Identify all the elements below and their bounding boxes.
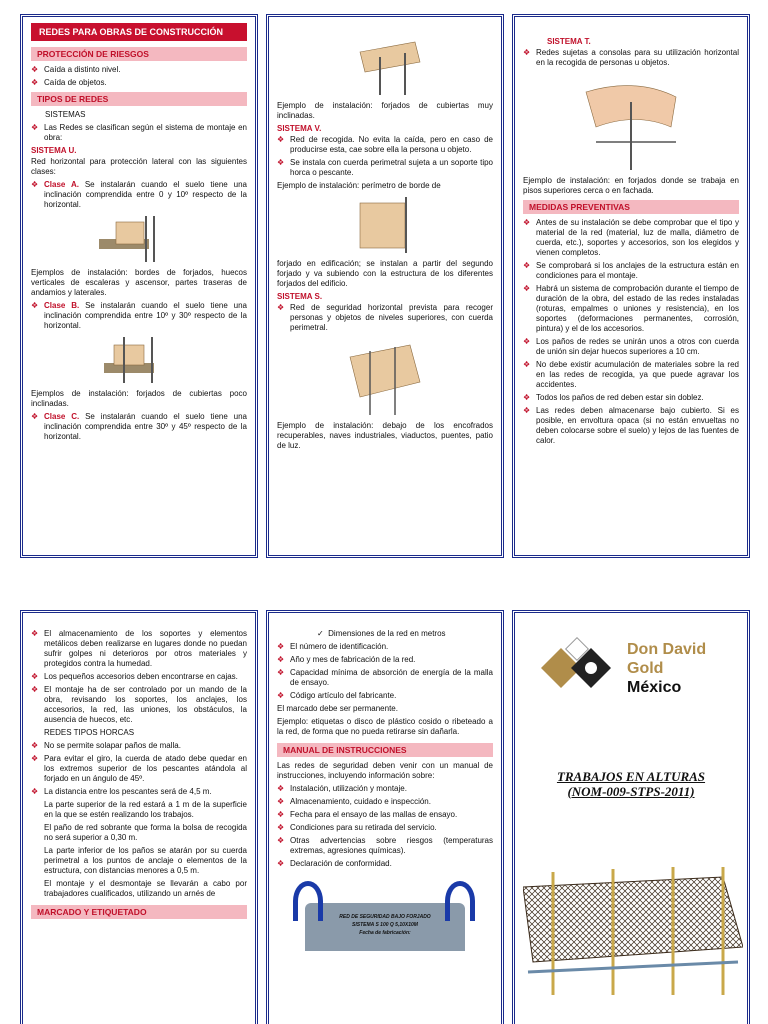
title-line-2: (NOM-009-STPS-2011) <box>567 784 695 799</box>
horcas-p2: El paño de red sobrante que forma la bolsa de recogida no será superior a 0,30 m. <box>44 823 247 842</box>
marcado-ejemplo: Ejemplo: etiquetas o disco de plástico cosido o ribeteado a la red, de forma que no pueda retirarse sin dañarla. <box>277 717 493 736</box>
marcado-permanente: El marcado debe ser permanente. <box>277 704 398 713</box>
list-item: ❖ Habrá un sistema de comprobación durante el tiempo de duración de la obra, del estado de las redes instaladas (roturas, empalmes o uniones y resistencia), en los soportes (deformaciones permanentes, corrosión, pintura) y el de los accesorios. <box>523 284 739 334</box>
section-proteccion-riesgos: PROTECCIÓN DE RIESGOS <box>31 47 247 61</box>
ejemplo-fachada: Ejemplo de instalación: en forjados donde se trabaja en pisos superiores cerca o en fachada. <box>523 176 739 195</box>
net-shape <box>116 222 144 244</box>
ejemplo-clase-a: Ejemplos de instalación: bordes de forjados, huecos verticales de escaleras y ascensor, partes traseras de andamios y laterales. <box>31 268 247 297</box>
manual-intro: Las redes de seguridad deben venir con un manual de instrucciones, incluyendo información sobre: <box>277 761 493 780</box>
clase-c-text: Se instalarán cuando el suelo tiene una inclinación comprendida entre 30º y 45º respecto de la horizontal. <box>44 412 247 441</box>
clase-b-list <box>31 301 247 331</box>
list-item: ❖ El número de identificación. <box>277 642 493 652</box>
list-item: ❖ Capacidad mínima de absorción de energía de la malla de ensayo. <box>277 668 493 688</box>
clasif-list <box>31 123 247 143</box>
clase-a-text: Se instalarán cuando el suelo tiene una inclinación comprendida entre 0 y 10º respecto de la horizontal. <box>44 180 247 209</box>
list-item: ❖ Almacenamiento, cuidado e inspección. <box>277 797 493 807</box>
sistema-v-list <box>277 135 493 178</box>
net-shape <box>360 203 405 248</box>
clase-a-list <box>31 180 247 210</box>
net-shape <box>114 345 144 365</box>
list-item: ❖ Condiciones para su retirada del servicio. <box>277 823 493 833</box>
dimensiones-text: Dimensiones de la red en metros <box>328 629 446 638</box>
panel-marcado-manual <box>266 610 504 1024</box>
sistema-t-list <box>523 48 739 68</box>
sistemas-label: SISTEMAS <box>45 110 86 119</box>
forjado-text: forjado en edificación; se instalan a partir del segundo forjado y va subiendo con la estructura de los diferentes forjados del edificio. <box>277 259 493 288</box>
list-item: ❖ Se instala con cuerda perimetral sujeta a un soporte tipo horca o pescante. <box>277 158 493 178</box>
list-item: ❖ Los paños de redes se unirán unos a otros con cuerda de unión sin dejar huecos superiores a 10 cm. <box>523 337 739 357</box>
brand-text <box>627 640 706 697</box>
label-line-1: RED DE SEGURIDAD BAJO FORJADO <box>339 914 431 920</box>
logo-circle <box>585 662 597 674</box>
panel-almacenamiento-horcas <box>20 610 258 1024</box>
panel-sistema-t-medidas <box>512 14 750 558</box>
list-item: ❖ Las Redes se clasifican según el sistema de montaje en obra: <box>31 123 247 143</box>
list-item: ❖ Código artículo del fabricante. <box>277 691 493 701</box>
list-item: ❖ Otras advertencias sobre riesgos (temperaturas extremas, agresiones químicas). <box>277 836 493 856</box>
document-title <box>523 769 739 799</box>
net-image-clase-b <box>94 335 184 385</box>
panel-portada <box>512 610 750 1024</box>
list-item: ❖ Fecha para el ensayo de las mallas de ensayo. <box>277 810 493 820</box>
horcas-p4: El montaje y el desmontaje se llevarán a cabo por trabajadores cualificados, utilizando un arnés de <box>44 879 247 898</box>
manual-list <box>277 784 493 869</box>
net-shape <box>360 42 420 72</box>
list-item: ❖ Los pequeños accesorios deben encontrarse en cajas. <box>31 672 247 682</box>
title-line-1: TRABAJOS EN ALTURAS <box>556 769 706 784</box>
net-mesh <box>523 877 743 962</box>
ejemplo-cubiertas: Ejemplo de instalación: forjados de cubiertas muy inclinadas. <box>277 101 493 120</box>
net-cover-image <box>523 867 743 997</box>
ejemplo-clase-b: Ejemplos de instalación: forjados de cubiertas poco inclinadas. <box>31 389 247 408</box>
dimensiones-item <box>277 629 493 639</box>
list-item: ❖ Caída de objetos. <box>31 78 247 88</box>
list-item: ❖ El montaje ha de ser controlado por un mando de la obra, revisando los soportes, los anclajes, los accesorios, la red, las uniones, los obstáculos, la ausencia de huecos, etc. <box>31 685 247 725</box>
section-manual-instrucciones: MANUAL DE INSTRUCCIONES <box>277 743 493 757</box>
list-item <box>31 301 247 331</box>
list-item: ❖ Red de recogida. No evita la caída, pero en caso de producirse esta, cae sobre ella la persona u objeto. <box>277 135 493 155</box>
section-marcado-etiquetado: MARCADO Y ETIQUETADO <box>31 905 247 919</box>
horcas-p3: La parte inferior de los paños se atarán por su cuerda perimetral a los puntos de anclaje o elementos de la estructura, con distancias menores a 0,5 m. <box>44 846 247 875</box>
sistema-u-heading: SISTEMA U. <box>31 146 77 155</box>
label-line-2: SISTEMA S 100 Q 5,10X10M <box>352 922 418 928</box>
sistema-t-heading: SISTEMA T. <box>547 37 591 46</box>
clase-a-label: Clase A. <box>44 180 79 189</box>
label-text <box>315 913 455 937</box>
list-item <box>31 180 247 210</box>
net-image-clase-a <box>94 214 184 264</box>
clase-c-list <box>31 412 247 442</box>
almacenamiento-list <box>31 629 247 725</box>
list-item: ❖ Para evitar el giro, la cuerda de atado debe quedar en los extremos superior de los pescantes atándola al forjado en un ángulo de 45º. <box>31 754 247 784</box>
list-item: ❖ El almacenamiento de los soportes y elementos metálicos deben realizarse en lugares donde no puedan sufrir golpes ni deterioros por otros materiales y protegidos contra la humedad. <box>31 629 247 669</box>
clase-b-text: Se instalarán cuando el suelo tiene una inclinación comprendida entre 10º y 30º respecto de la horizontal. <box>44 301 247 330</box>
brand-name-1: Don David <box>627 640 707 658</box>
sistema-s-heading: SISTEMA S. <box>277 292 323 301</box>
clase-c-label: Clase C. <box>44 412 80 421</box>
list-item: ❖ La distancia entre los pescantes será de 4,5 m. <box>31 787 247 797</box>
label-line-3: Fecha de fabricación: <box>359 930 411 936</box>
net-label-image <box>285 881 485 951</box>
net-image-encofrados <box>340 337 430 417</box>
brand-name-3: México <box>627 678 682 696</box>
section-medidas-preventivas: MEDIDAS PREVENTIVAS <box>523 200 739 214</box>
list-item: ❖ Antes de su instalación se debe comprobar que el tipo y material de la red (material, luz de malla, diámetro de cuerda, etc.), soportes y accesorios, son los elegidos y vienen completos. <box>523 218 739 258</box>
list-item: ❖ Instalación, utilización y montaje. <box>277 784 493 794</box>
list-item: ❖ Declaración de conformidad. <box>277 859 493 869</box>
logo-icon <box>531 633 621 703</box>
sistema-s-list <box>277 303 493 333</box>
panel1-header: REDES PARA OBRAS DE CONSTRUCCIÓN <box>31 23 247 41</box>
list-item: ❖ No se permite solapar paños de malla. <box>31 741 247 751</box>
list-item: ❖ Todos los paños de red deben estar sin doblez. <box>523 393 739 403</box>
marcado-list <box>277 642 493 701</box>
risks-list <box>31 65 247 88</box>
list-item: ❖ No debe existir acumulación de materiales sobre la red en las redes de recogida, ya que puede agravar los accidentes. <box>523 360 739 390</box>
list-item: ❖ Caída a distinto nivel. <box>31 65 247 75</box>
list-item <box>31 412 247 442</box>
list-item: ❖ Las redes deben almacenarse bajo cubierto. Si es posible, en envoltura opaca (si no están envueltas no deben colocarse sobre el suelo) y lejos de las fuentes de calor. <box>523 406 739 446</box>
brand-logo <box>531 633 739 703</box>
ejemplo-encofrados: Ejemplo de instalación: debajo de los encofrados recuperables, naves industriales, viaductos, puentes, patio de luz. <box>277 421 493 450</box>
ejemplo-perimetro: Ejemplo de instalación: perímetro de borde de <box>277 181 441 190</box>
section-tipos-redes: TIPOS DE REDES <box>31 92 247 106</box>
net-shape <box>350 345 420 397</box>
net-image-perimetro <box>340 195 430 255</box>
panel-redes-construccion <box>20 14 258 558</box>
brand-name-2: Gold <box>627 659 664 677</box>
net-image-consolas <box>576 72 686 172</box>
net-image-cubiertas <box>340 27 430 97</box>
check-icon: ✓ <box>317 629 324 638</box>
medidas-list <box>523 218 739 446</box>
horcas-list <box>31 741 247 797</box>
clase-b-label: Clase B. <box>44 301 80 310</box>
red-horizontal-text: Red horizontal para protección lateral con las siguientes clases: <box>31 157 247 176</box>
list-item: ❖ Año y mes de fabricación de la red. <box>277 655 493 665</box>
horcas-p1: La parte superior de la red estará a 1 m de la superficie en la que se estén realizando los trabajos. <box>44 800 247 819</box>
list-item: ❖ Se comprobará si los anclajes de la estructura están en condiciones para el montaje. <box>523 261 739 281</box>
panel-sistemas-v-s <box>266 14 504 558</box>
beam <box>528 962 738 972</box>
list-item: ❖ Red de seguridad horizontal prevista para recoger personas y objetos de niveles superiores, con cuerda perimetral. <box>277 303 493 333</box>
sistema-v-heading: SISTEMA V. <box>277 124 322 133</box>
list-item: ❖ Redes sujetas a consolas para su utilización horizontal en la recogida de personas u objetos. <box>523 48 739 68</box>
horcas-heading: REDES TIPOS HORCAS <box>44 728 135 737</box>
